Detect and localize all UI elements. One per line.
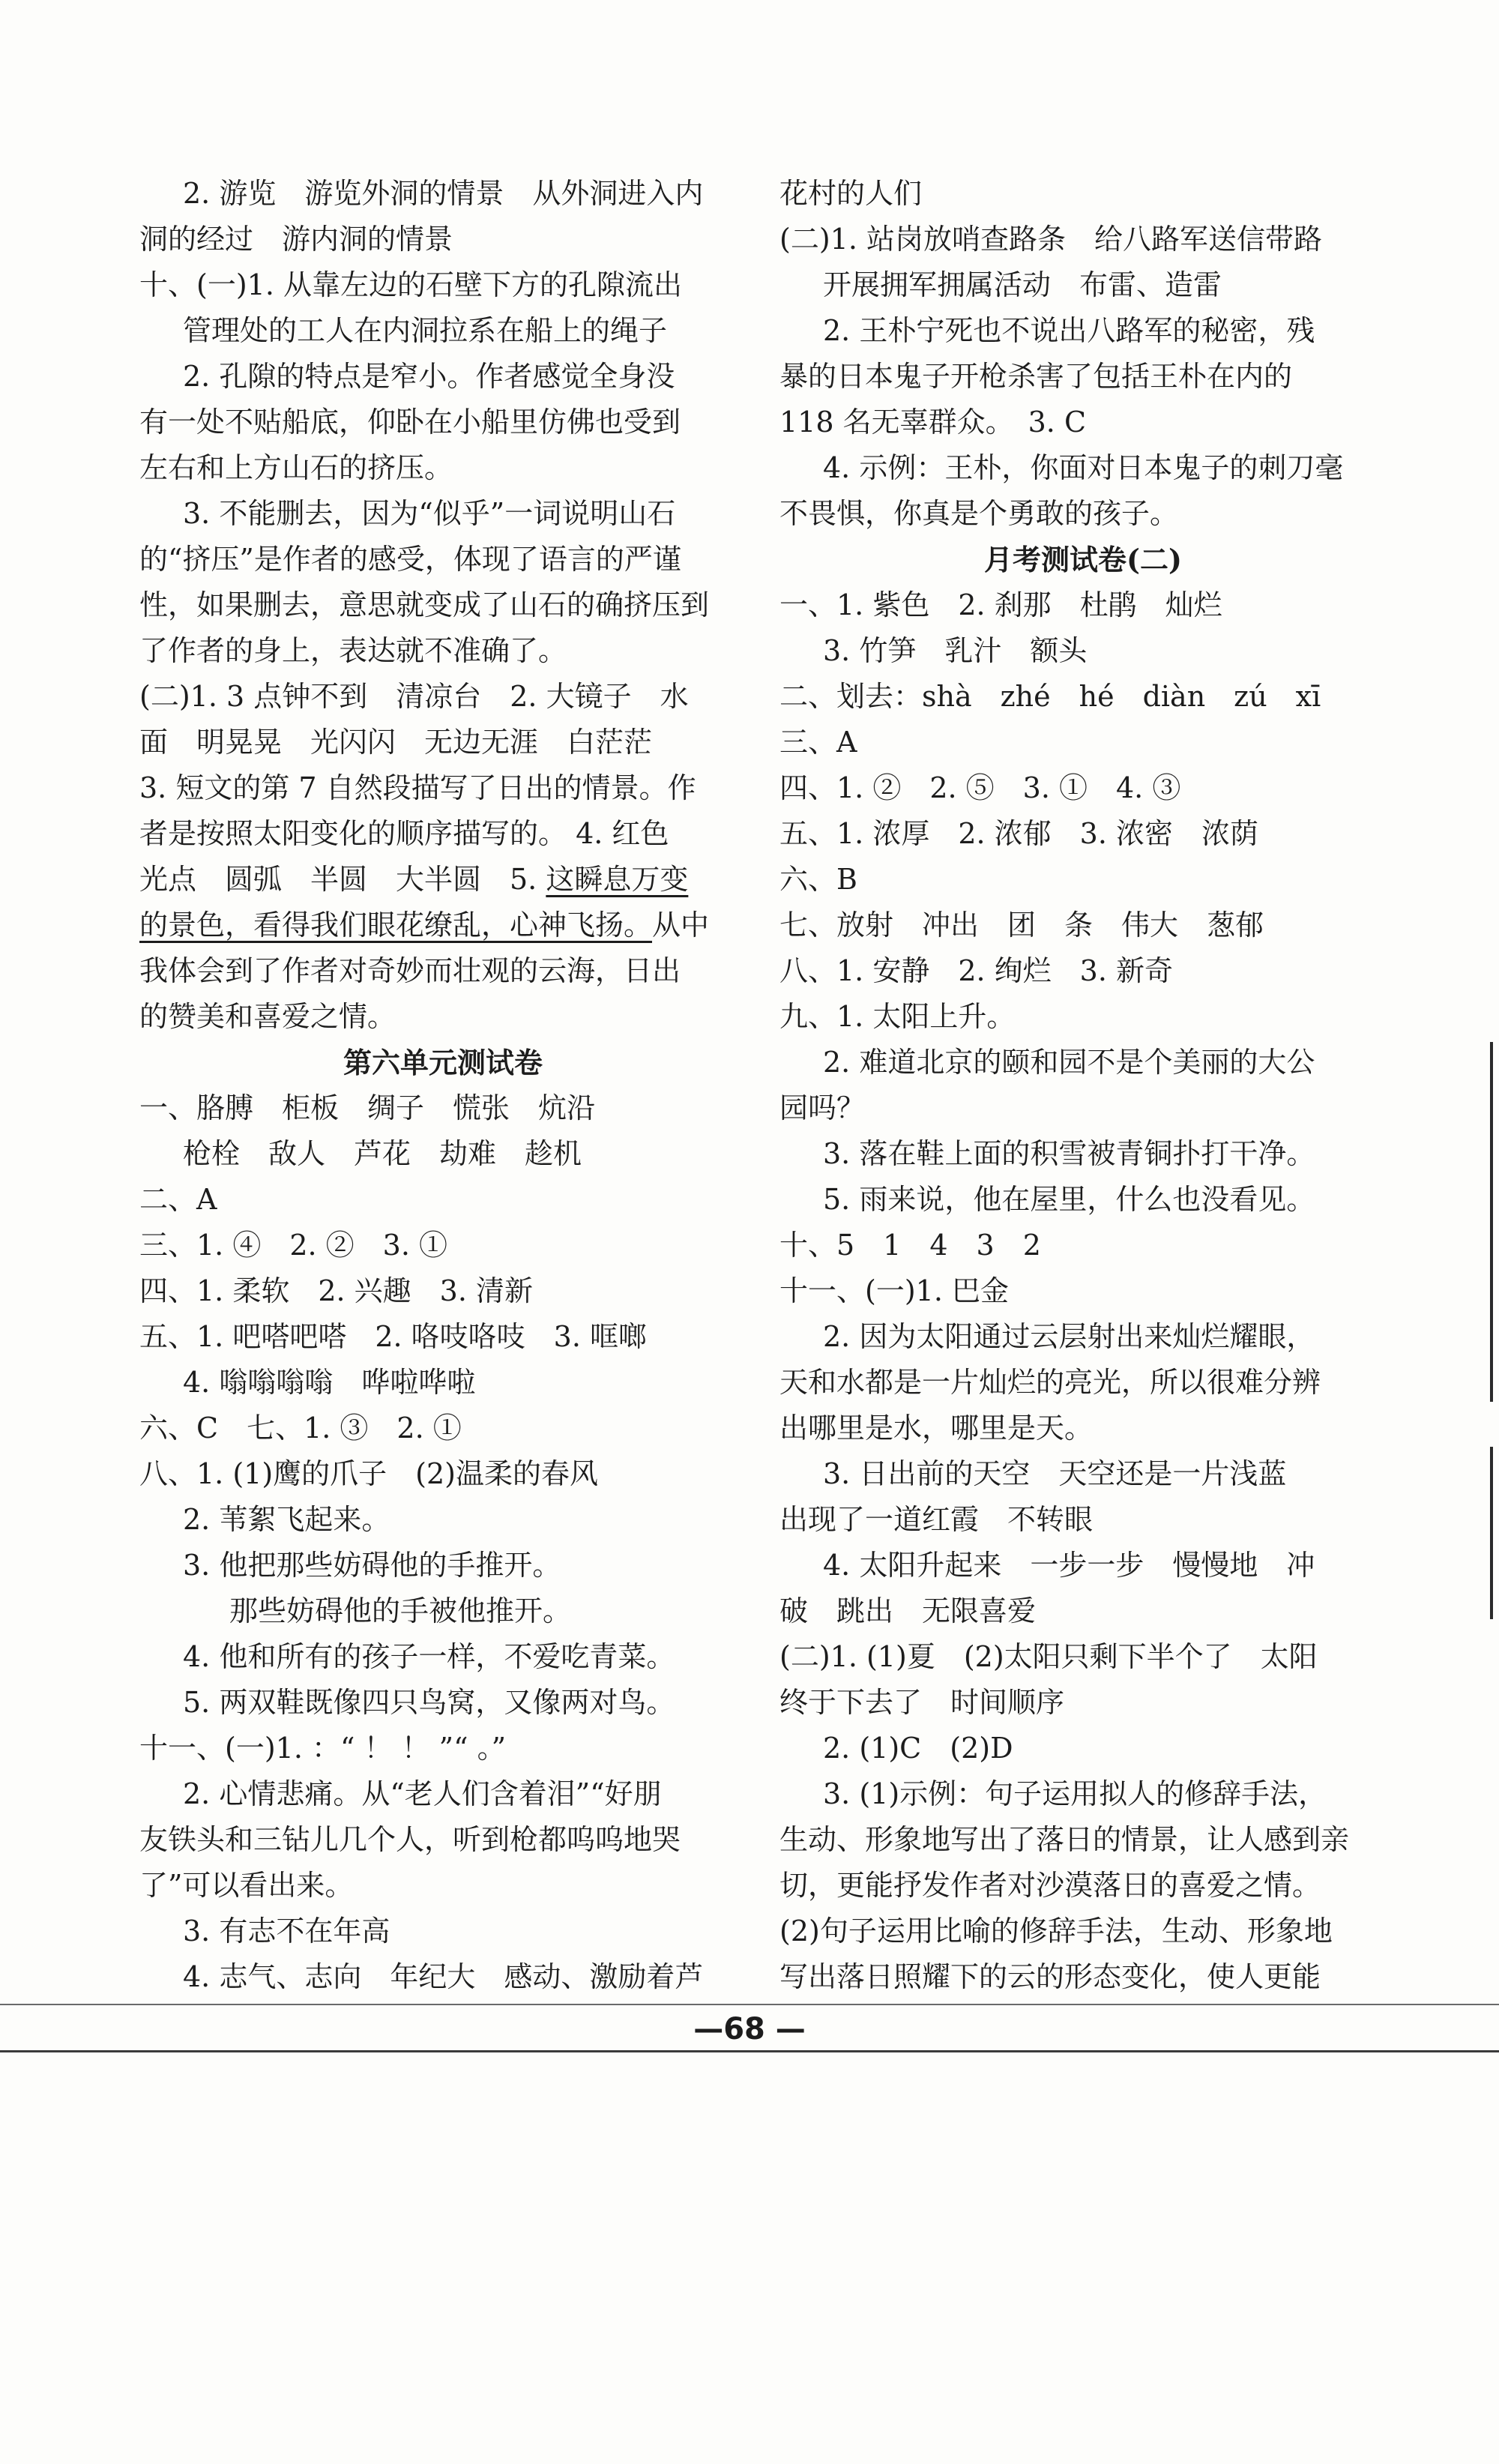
page-number: —68 —	[693, 2012, 806, 2046]
answer-line: 出现了一道红霞 不转眼	[779, 1503, 1094, 1536]
section-heading: 月考测试卷(二)	[984, 543, 1182, 576]
answer-line: 花村的人们	[779, 177, 923, 210]
answer-line: 3. (1)示例：句子运用拟人的修辞手法，	[823, 1777, 1327, 1810]
answer-line: 天和水都是一片灿烂的亮光，所以很难分辨	[779, 1366, 1321, 1399]
answer-line: 5. 雨来说，他在屋里，什么也没看见。	[823, 1183, 1315, 1216]
answer-line: 八、1. (1)鹰的爪子 (2)温柔的春风	[139, 1457, 598, 1490]
footer-rule-bottom	[0, 2050, 1499, 2052]
answer-line: (二)1. 3 点钟不到 清凉台 2. 大镜子 水	[139, 680, 689, 713]
answer-line: 园吗？	[779, 1091, 866, 1124]
answer-line: 二、A	[139, 1183, 217, 1216]
answer-line: 我体会到了作者对奇妙而壮观的云海，日出	[139, 954, 681, 987]
answer-line: 十、5 1 4 3 2	[779, 1229, 1041, 1262]
answer-line: 二、划去：shà zhé hé diàn zú xī	[779, 680, 1321, 713]
answer-line: 五、1. 浓厚 2. 浓郁 3. 浓密 浓荫	[779, 817, 1259, 850]
answer-line: 2. 游览 游览外洞的情景 从外洞进入内	[183, 177, 704, 210]
answer-line: 3. 他把那些妨碍他的手推开。	[183, 1549, 561, 1582]
answer-line: 了”可以看出来。	[139, 1869, 354, 1902]
answer-line: 管理处的工人在内洞拉系在船上的绳子	[183, 314, 668, 347]
answer-line: 不畏惧，你真是个勇敢的孩子。	[779, 497, 1179, 530]
answer-line: (二)1. (1)夏 (2)太阳只剩下半个了 太阳	[779, 1640, 1318, 1673]
section-heading: 第六单元测试卷	[343, 1046, 543, 1079]
answer-line: 破 跳出 无限喜爱	[779, 1594, 1037, 1627]
answer-line: 3. 日出前的天空 天空还是一片浅蓝	[823, 1457, 1287, 1490]
answer-line: 5. 两双鞋既像四只鸟窝，又像两对鸟。	[183, 1686, 675, 1719]
answer-line: 切，更能抒发作者对沙漠落日的喜爱之情。	[779, 1869, 1321, 1902]
answer-line: 3. 不能删去，因为“似乎”一词说明山石	[183, 497, 676, 530]
answer-line: 八、1. 安静 2. 绚烂 3. 新奇	[779, 954, 1174, 987]
answer-line: 生动、形象地写出了落日的情景，让人感到亲	[779, 1823, 1350, 1856]
answer-line: 有一处不贴船底，仰卧在小船里仿佛也受到	[139, 406, 681, 439]
left-column	[139, 171, 747, 2000]
answer-line: 枪栓 敌人 芦花 劫难 趁机	[183, 1137, 582, 1170]
answer-line: 2. 孔隙的特点是窄小。作者感觉全身没	[183, 360, 675, 393]
answer-line: 四、1. ② 2. ⑤ 3. ① 4. ③	[779, 771, 1181, 804]
answer-line: 洞的经过 游内洞的情景	[139, 223, 453, 256]
answer-line: 4. 志气、志向 年纪大 感动、激励着芦	[183, 1960, 704, 1993]
answer-line: 性，如果删去，意思就变成了山石的确挤压到	[139, 588, 710, 621]
answer-line: 2. 苇絮飞起来。	[183, 1503, 390, 1536]
underlined-text: 这瞬息万变	[546, 863, 689, 896]
answer-line: 五、1. 吧嗒吧嗒 2. 咯吱咯吱 3. 哐啷	[139, 1320, 648, 1353]
answer-line: 三、1. ④ 2. ② 3. ①	[139, 1229, 448, 1262]
answer-line: 九、1. 太阳上升。	[779, 1000, 1016, 1033]
answer-line: 3. 短文的第 7 自然段描写了日出的情景。作	[139, 771, 696, 804]
answer-line: 2. (1)C (2)D	[823, 1732, 1013, 1765]
answer-line: 3. 落在鞋上面的积雪被青铜扑打干净。	[823, 1137, 1315, 1170]
answer-line: 左右和上方山石的挤压。	[139, 451, 453, 484]
answer-line: 一、胳膊 柜板 绸子 慌张 炕沿	[139, 1091, 596, 1124]
answer-line: 那些妨碍他的手被他推开。	[229, 1594, 572, 1627]
answer-line: 十一、(一)1. 巴金	[779, 1274, 1009, 1307]
answer-line: 一、1. 紫色 2. 刹那 杜鹃 灿烂	[779, 588, 1222, 621]
answer-line: 的景色，看得我们眼花缭乱，心神飞扬。从中	[139, 909, 710, 942]
answer-line: 四、1. 柔软 2. 兴趣 3. 清新	[139, 1274, 534, 1307]
answer-line: 开展拥军拥属活动 布雷、造雷	[823, 268, 1222, 301]
scan-edge-mark	[1490, 1447, 1493, 1619]
answer-line: 2. 心情悲痛。从“老人们含着泪”“好朋	[183, 1777, 662, 1810]
answer-line: 4. 他和所有的孩子一样，不爱吃青菜。	[183, 1640, 675, 1673]
answer-line: 4. 嗡嗡嗡嗡 哗啦哗啦	[183, 1366, 476, 1399]
answer-line: 2. 因为太阳通过云层射出来灿烂耀眼，	[823, 1320, 1315, 1353]
answer-line: (2)句子运用比喻的修辞手法，生动、形象地	[779, 1915, 1333, 1948]
answer-line: 者是按照太阳变化的顺序描写的。 4. 红色	[139, 817, 669, 850]
answer-line: 118 名无辜群众。 3. C	[779, 406, 1087, 439]
answer-line: 七、放射 冲出 团 条 伟大 葱郁	[779, 909, 1264, 942]
answer-line: (二)1. 站岗放哨查路条 给八路军送信带路	[779, 223, 1322, 256]
answer-line: 的赞美和喜爱之情。	[139, 1000, 396, 1033]
answer-line: 六、C 七、1. ③ 2. ①	[139, 1412, 462, 1445]
answer-line: 3. 有志不在年高	[183, 1915, 390, 1948]
answer-line: 出哪里是水，哪里是天。	[779, 1412, 1094, 1445]
answer-line: 十、(一)1. 从靠左边的石壁下方的孔隙流出	[139, 268, 682, 301]
answer-line: 友铁头和三钻儿几个人，听到枪都呜呜地哭	[139, 1823, 681, 1856]
answer-line: 十一、(一)1. ：“ ！ ！ ”“ 。”	[139, 1732, 507, 1765]
answer-line: 写出落日照耀下的云的形态变化，使人更能	[779, 1960, 1321, 1993]
answer-line: 面 明晃晃 光闪闪 无边无涯 白茫茫	[139, 726, 653, 759]
right-column	[779, 171, 1387, 2000]
answer-line: 的“挤压”是作者的感受，体现了语言的严谨	[139, 543, 681, 576]
scan-edge-mark	[1490, 1042, 1493, 1402]
answer-line: 4. 太阳升起来 一步一步 慢慢地 冲	[823, 1549, 1315, 1582]
answer-line: 2. 难道北京的颐和园不是个美丽的大公	[823, 1046, 1315, 1079]
answer-line: 三、A	[779, 726, 857, 759]
answer-line: 2. 王朴宁死也不说出八路军的秘密，残	[823, 314, 1315, 347]
answer-line: 了作者的身上，表达就不准确了。	[139, 634, 567, 667]
answer-line: 终于下去了 时间顺序	[779, 1686, 1065, 1719]
answer-line: 六、B	[779, 863, 857, 896]
answer-line: 暴的日本鬼子开枪杀害了包括王朴在内的	[779, 360, 1293, 393]
answer-line: 4. 示例：王朴，你面对日本鬼子的刺刀毫	[823, 451, 1344, 484]
answer-line: 光点 圆弧 半圆 大半圆 5. 这瞬息万变	[139, 863, 689, 896]
underlined-text: 的景色，看得我们眼花缭乱，心神飞扬。	[139, 909, 653, 942]
footer-rule-top	[0, 2004, 1499, 2005]
answer-line: 3. 竹笋 乳汁 额头	[823, 634, 1088, 667]
